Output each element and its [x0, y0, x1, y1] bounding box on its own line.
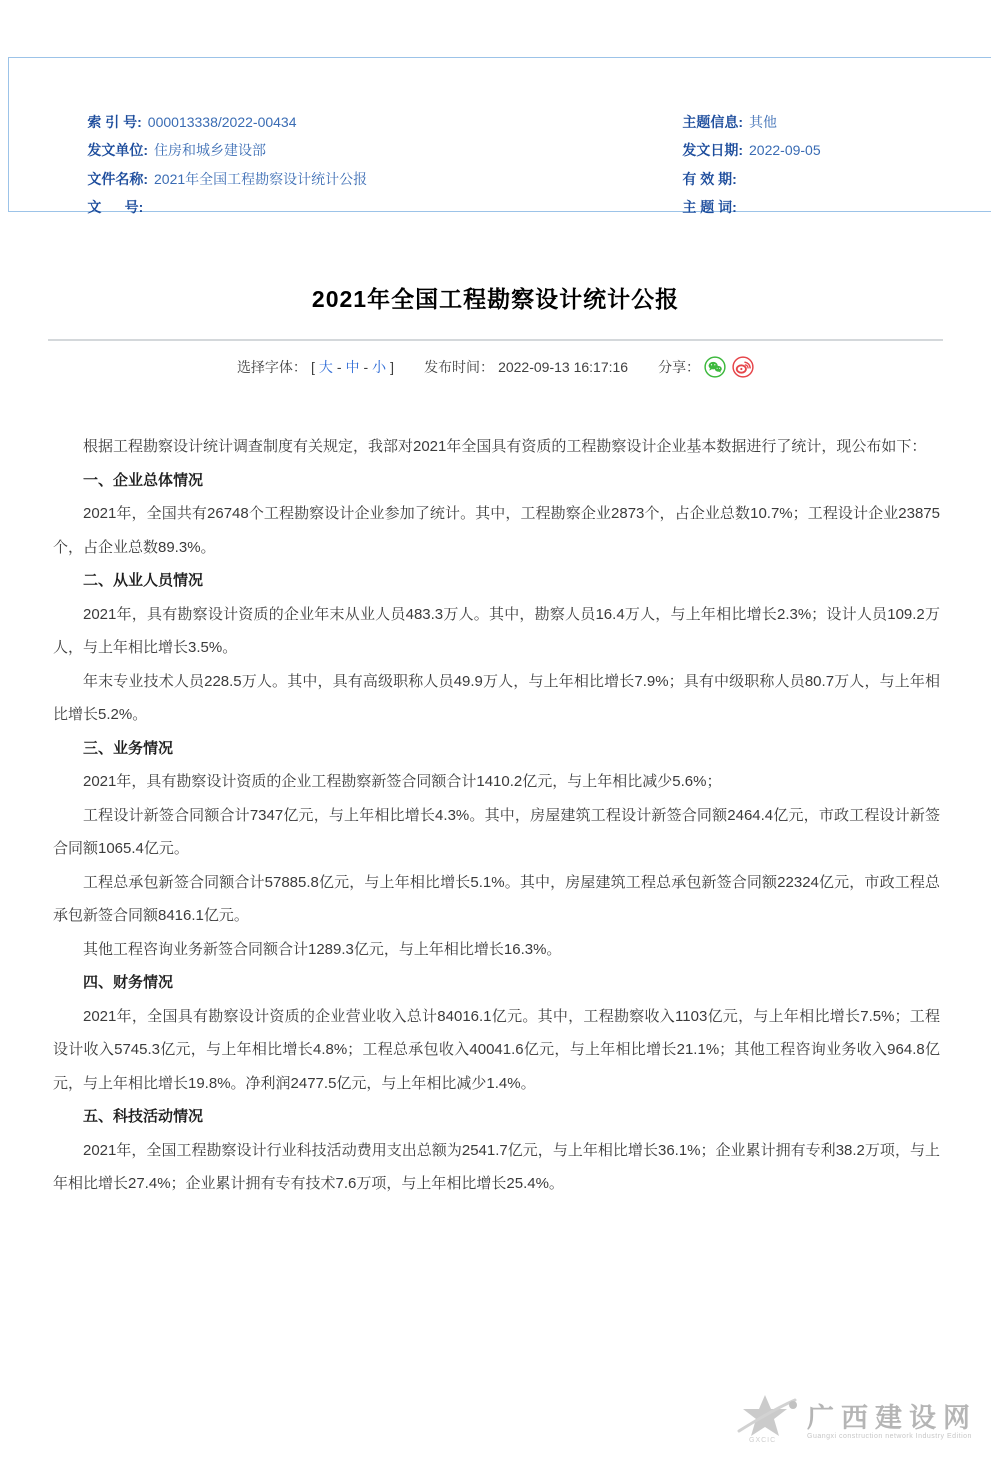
meta-row-issuing-unit	[64, 108, 659, 158]
document-name-label: 文件名称:	[87, 170, 149, 187]
star-logo-text: GXCIC	[749, 1437, 777, 1444]
section-4-paragraph: 2021年，全国具有勘察设计资质的企业营业收入总计84016.1亿元。其中，工程勘察收入1103亿元，与上年相比增长7.5%；工程设计收入5745.3亿元，与上年相比增长4.8%；工程总承包收入40041.6亿元，与上年相比增长21.1%；其他工程咨询业务收入964.8亿元，与上年相比增长19.8%。净利润2477.5亿元，与上年相比减少1.4%。	[53, 1007, 940, 1092]
font-size-large-link[interactable]: 大	[318, 359, 333, 375]
issuing-unit-value: 住房和城乡建设部	[154, 142, 267, 158]
share-group	[658, 356, 754, 378]
section-5-heading: 五、科技活动情况	[83, 1108, 204, 1125]
font-size-label: 选择字体：	[236, 359, 307, 375]
document-body	[53, 430, 940, 1201]
dash-separator: -	[363, 359, 369, 375]
share-label: 分享：	[658, 359, 701, 375]
section-2-paragraph: 2021年，具有勘察设计资质的企业年末从业人员483.3万人。其中，勘察人员16.4万人，与上年相比增长2.3%；设计人员109.2万人，与上年相比增长3.5%。	[53, 605, 940, 656]
section-2-heading: 二、从业人员情况	[83, 572, 204, 589]
section-3-paragraph: 工程设计新签合同额合计7347亿元，与上年相比增长4.3%。其中，房屋建筑工程设计新签合同额2464.4亿元，市政工程设计新签合同额1065.4亿元。	[53, 806, 940, 857]
section-2-paragraph: 年末专业技术人员228.5万人。其中，具有高级职称人员49.9万人，与上年相比增长7.9%；具有中级职称人员80.7万人，与上年相比增长5.2%。	[53, 672, 940, 723]
section-1-heading: 一、企业总体情况	[83, 471, 204, 489]
meta-row-valid-period	[659, 136, 959, 187]
section-5-paragraph: 2021年，全国工程勘察设计行业科技活动费用支出总额为2541.7亿元，与上年相比增长36.1%；企业累计拥有专利38.2万项，与上年相比增长27.4%；企业累计拥有专有技术7.6万项，与上年相比增长25.4%。	[53, 1141, 940, 1192]
valid-period-label: 有 效 期:	[682, 170, 737, 187]
article-toolbar	[0, 354, 991, 380]
font-size-selector	[237, 357, 394, 377]
document-number-label: 文 号:	[87, 199, 144, 215]
font-size-small-link[interactable]: 小	[372, 359, 387, 375]
meta-row-topic-info	[659, 79, 959, 130]
topic-info-value: 其他	[749, 113, 778, 130]
document-name-value: 2021年全国工程勘察设计统计公报	[154, 170, 368, 187]
wechat-share-icon[interactable]	[704, 356, 726, 378]
font-size-medium-link[interactable]: 中	[345, 359, 360, 375]
issue-date-value: 2022-09-05	[749, 142, 821, 158]
issue-date-label: 发文日期:	[682, 142, 744, 158]
section-3-paragraph: 其他工程咨询业务新签合同额合计1289.3亿元，与上年相比增长16.3%。	[83, 940, 562, 958]
meta-row-index-number	[64, 79, 659, 130]
section-3-paragraph: 2021年，具有勘察设计资质的企业工程勘察新签合同额合计1410.2亿元，与上年相比减少5.6%；	[83, 773, 722, 790]
section-1-paragraph: 2021年，全国共有26748个工程勘察设计企业参加了统计。其中，工程勘察企业2873个，占企业总数10.7%；工程设计企业23875个，占企业总数89.3%。	[53, 505, 940, 556]
index-number-label: 索 引 号:	[87, 113, 142, 130]
meta-row-document-name	[64, 136, 659, 187]
subject-words-label: 主 题 词:	[682, 199, 737, 215]
document-meta-box	[8, 57, 991, 215]
bracket-open: [	[310, 359, 315, 375]
meta-right-column	[659, 79, 959, 215]
topic-info-label: 主题信息:	[682, 113, 744, 130]
star-logo-icon	[735, 1393, 801, 1450]
title-divider	[48, 339, 943, 341]
publish-time-value: 2022-09-13 16:17:16	[498, 359, 629, 375]
publish-time-label: 发布时间：	[424, 359, 495, 375]
bracket-close: ]	[390, 359, 395, 375]
meta-row-issue-date	[659, 108, 959, 158]
meta-left-column	[64, 79, 659, 215]
dash-separator: -	[336, 359, 342, 375]
watermark-text	[807, 1403, 977, 1440]
meta-row-subject-words	[659, 165, 959, 215]
page-title: 2021年全国工程勘察设计统计公报	[311, 286, 680, 312]
issuing-unit-label: 发文单位:	[87, 142, 149, 158]
section-4-heading: 四、财务情况	[83, 974, 174, 991]
section-3-paragraph: 工程总承包新签合同额合计57885.8亿元，与上年相比增长5.1%。其中，房屋建筑工程总承包新签合同额22324亿元，市政工程总承包新签合同额8416.1亿元。	[53, 873, 940, 924]
intro-paragraph: 根据工程勘察设计统计调查制度有关规定，我部对2021年全国具有资质的工程勘察设计企业基本数据进行了统计，现公布如下：	[83, 438, 927, 455]
watermark-subtitle: Guangxi construction network Industry Edition	[807, 1433, 972, 1440]
weibo-share-icon[interactable]	[732, 356, 754, 378]
section-3-heading: 三、业务情况	[83, 739, 174, 757]
index-number-value: 000013338/2022-00434	[147, 113, 297, 130]
meta-row-document-number	[64, 165, 659, 215]
watermark-title: 广西建设网	[807, 1403, 977, 1433]
publish-time-group	[424, 357, 628, 377]
site-watermark	[735, 1393, 977, 1450]
